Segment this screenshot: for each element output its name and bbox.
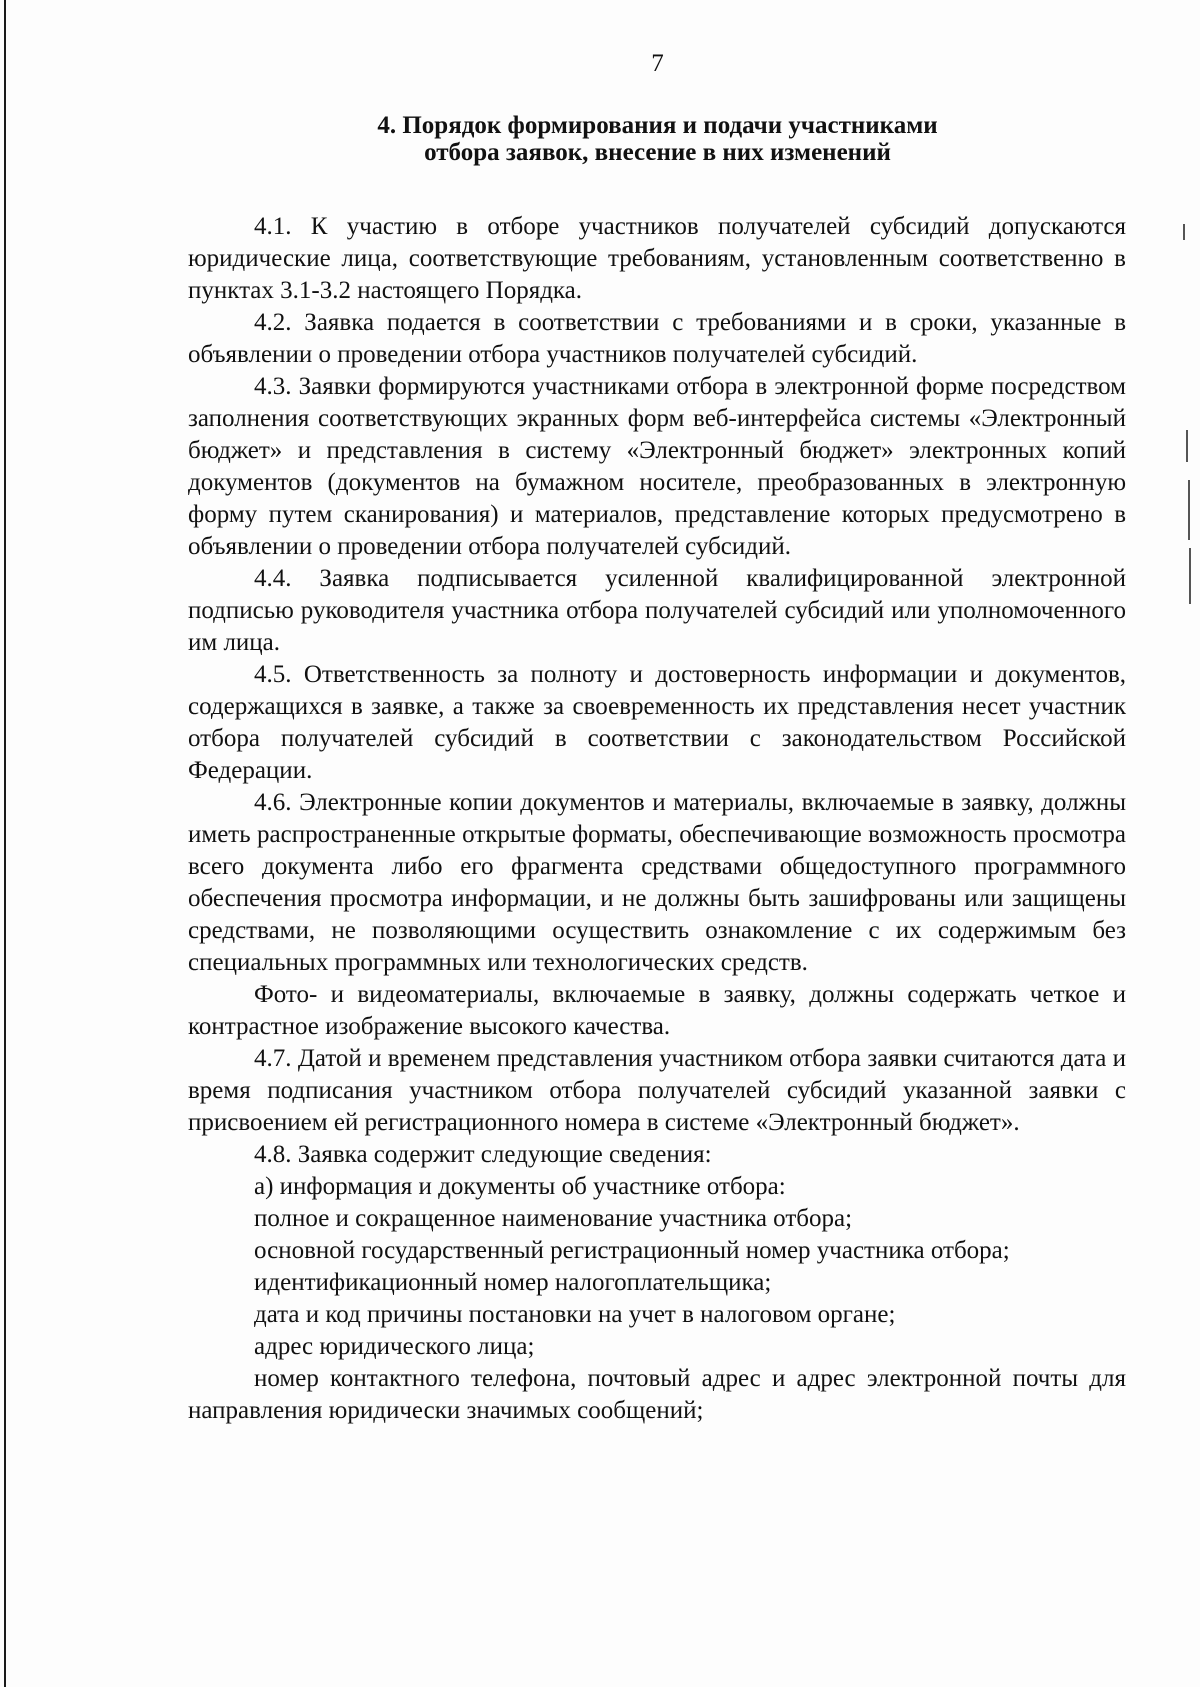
section-title-line-1: 4. Порядок формирования и подачи участниками (377, 112, 938, 139)
paragraph-4-3: 4.3. Заявки формируются участниками отбора в электронной форме посредством заполнения соответствующих экранных форм веб-интерфейса системы «Электронный бюджет» и представления в систему «Электронный бюджет» электронных копий документов (документов на бумажном носителе, преобразованных в электронную форму путем сканирования) и материалов, представление которых предусмотрено в объявлении о проведении отбора получателей субсидий. (188, 373, 1126, 560)
list-item-inn: идентификационный номер налогоплательщика; (254, 1269, 772, 1296)
scan-mark (1183, 224, 1185, 240)
paragraph-4-6: 4.6. Электронные копии документов и материалы, включаемые в заявку, должны иметь распространенные открытые форматы, обеспечивающие возможность просмотра всего документа либо его фрагмента средствами общедоступного программного обеспечения просмотра информации, и не должны быть зашифрованы или защищены средствами, не позволяющими осуществить ознакомление с их содержимым без специальных программных или технологических средств. (188, 789, 1126, 976)
list-item-ogrn: основной государственный регистрационный номер участника отбора; (254, 1237, 1010, 1264)
paragraph-4-8: 4.8. Заявка содержит следующие сведения: (254, 1141, 712, 1168)
scan-edge-line (4, 0, 6, 1687)
list-item-contacts: номер контактного телефона, почтовый адрес и адрес электронной почты для направления юридически значимых сообщений; (188, 1365, 1126, 1424)
paragraph-4-7: 4.7. Датой и временем представления участником отбора заявки считаются дата и время подписания участником отбора получателей субсидий указанной заявки с присвоением ей регистрационного номера в системе «Электронный бюджет». (188, 1045, 1126, 1136)
paragraph-4-4: 4.4. Заявка подписывается усиленной квалифицированной электронной подписью руководителя участника отбора получателей субсидий или уполномоченного им лица. (188, 565, 1126, 656)
scan-mark (1188, 480, 1190, 540)
section-title-line-2: отбора заявок, внесение в них изменений (424, 139, 891, 166)
scan-mark (1186, 430, 1188, 462)
list-item-kpp: дата и код причины постановки на учет в налоговом органе; (254, 1301, 896, 1328)
scan-mark (1189, 548, 1191, 604)
list-item-address: адрес юридического лица; (254, 1333, 535, 1360)
list-item-name: полное и сокращенное наименование участника отбора; (254, 1205, 853, 1232)
document-body (188, 211, 1126, 1427)
paragraph-4-5: 4.5. Ответственность за полноту и достоверность информации и документов, содержащихся в заявке, а также за своевременность их представления несет участник отбора получателей субсидий в соответствии с законодательством Российской Федерации. (188, 661, 1126, 784)
paragraph-4-1: 4.1. К участию в отборе участников получателей субсидий допускаются юридические лица, соответствующие требованиям, установленным соответственно в пунктах 3.1-3.2 настоящего Порядка. (188, 213, 1126, 304)
paragraph-4-6-photo: Фото- и видеоматериалы, включаемые в заявку, должны содержать четкое и контрастное изображение высокого качества. (188, 981, 1126, 1040)
list-item-a: а) информация и документы об участнике отбора: (254, 1173, 786, 1200)
paragraph-4-2: 4.2. Заявка подается в соответствии с требованиями и в сроки, указанные в объявлении о проведении отбора участников получателей субсидий. (188, 309, 1126, 368)
section-title (0, 112, 1200, 166)
page-number: 7 (651, 50, 664, 77)
